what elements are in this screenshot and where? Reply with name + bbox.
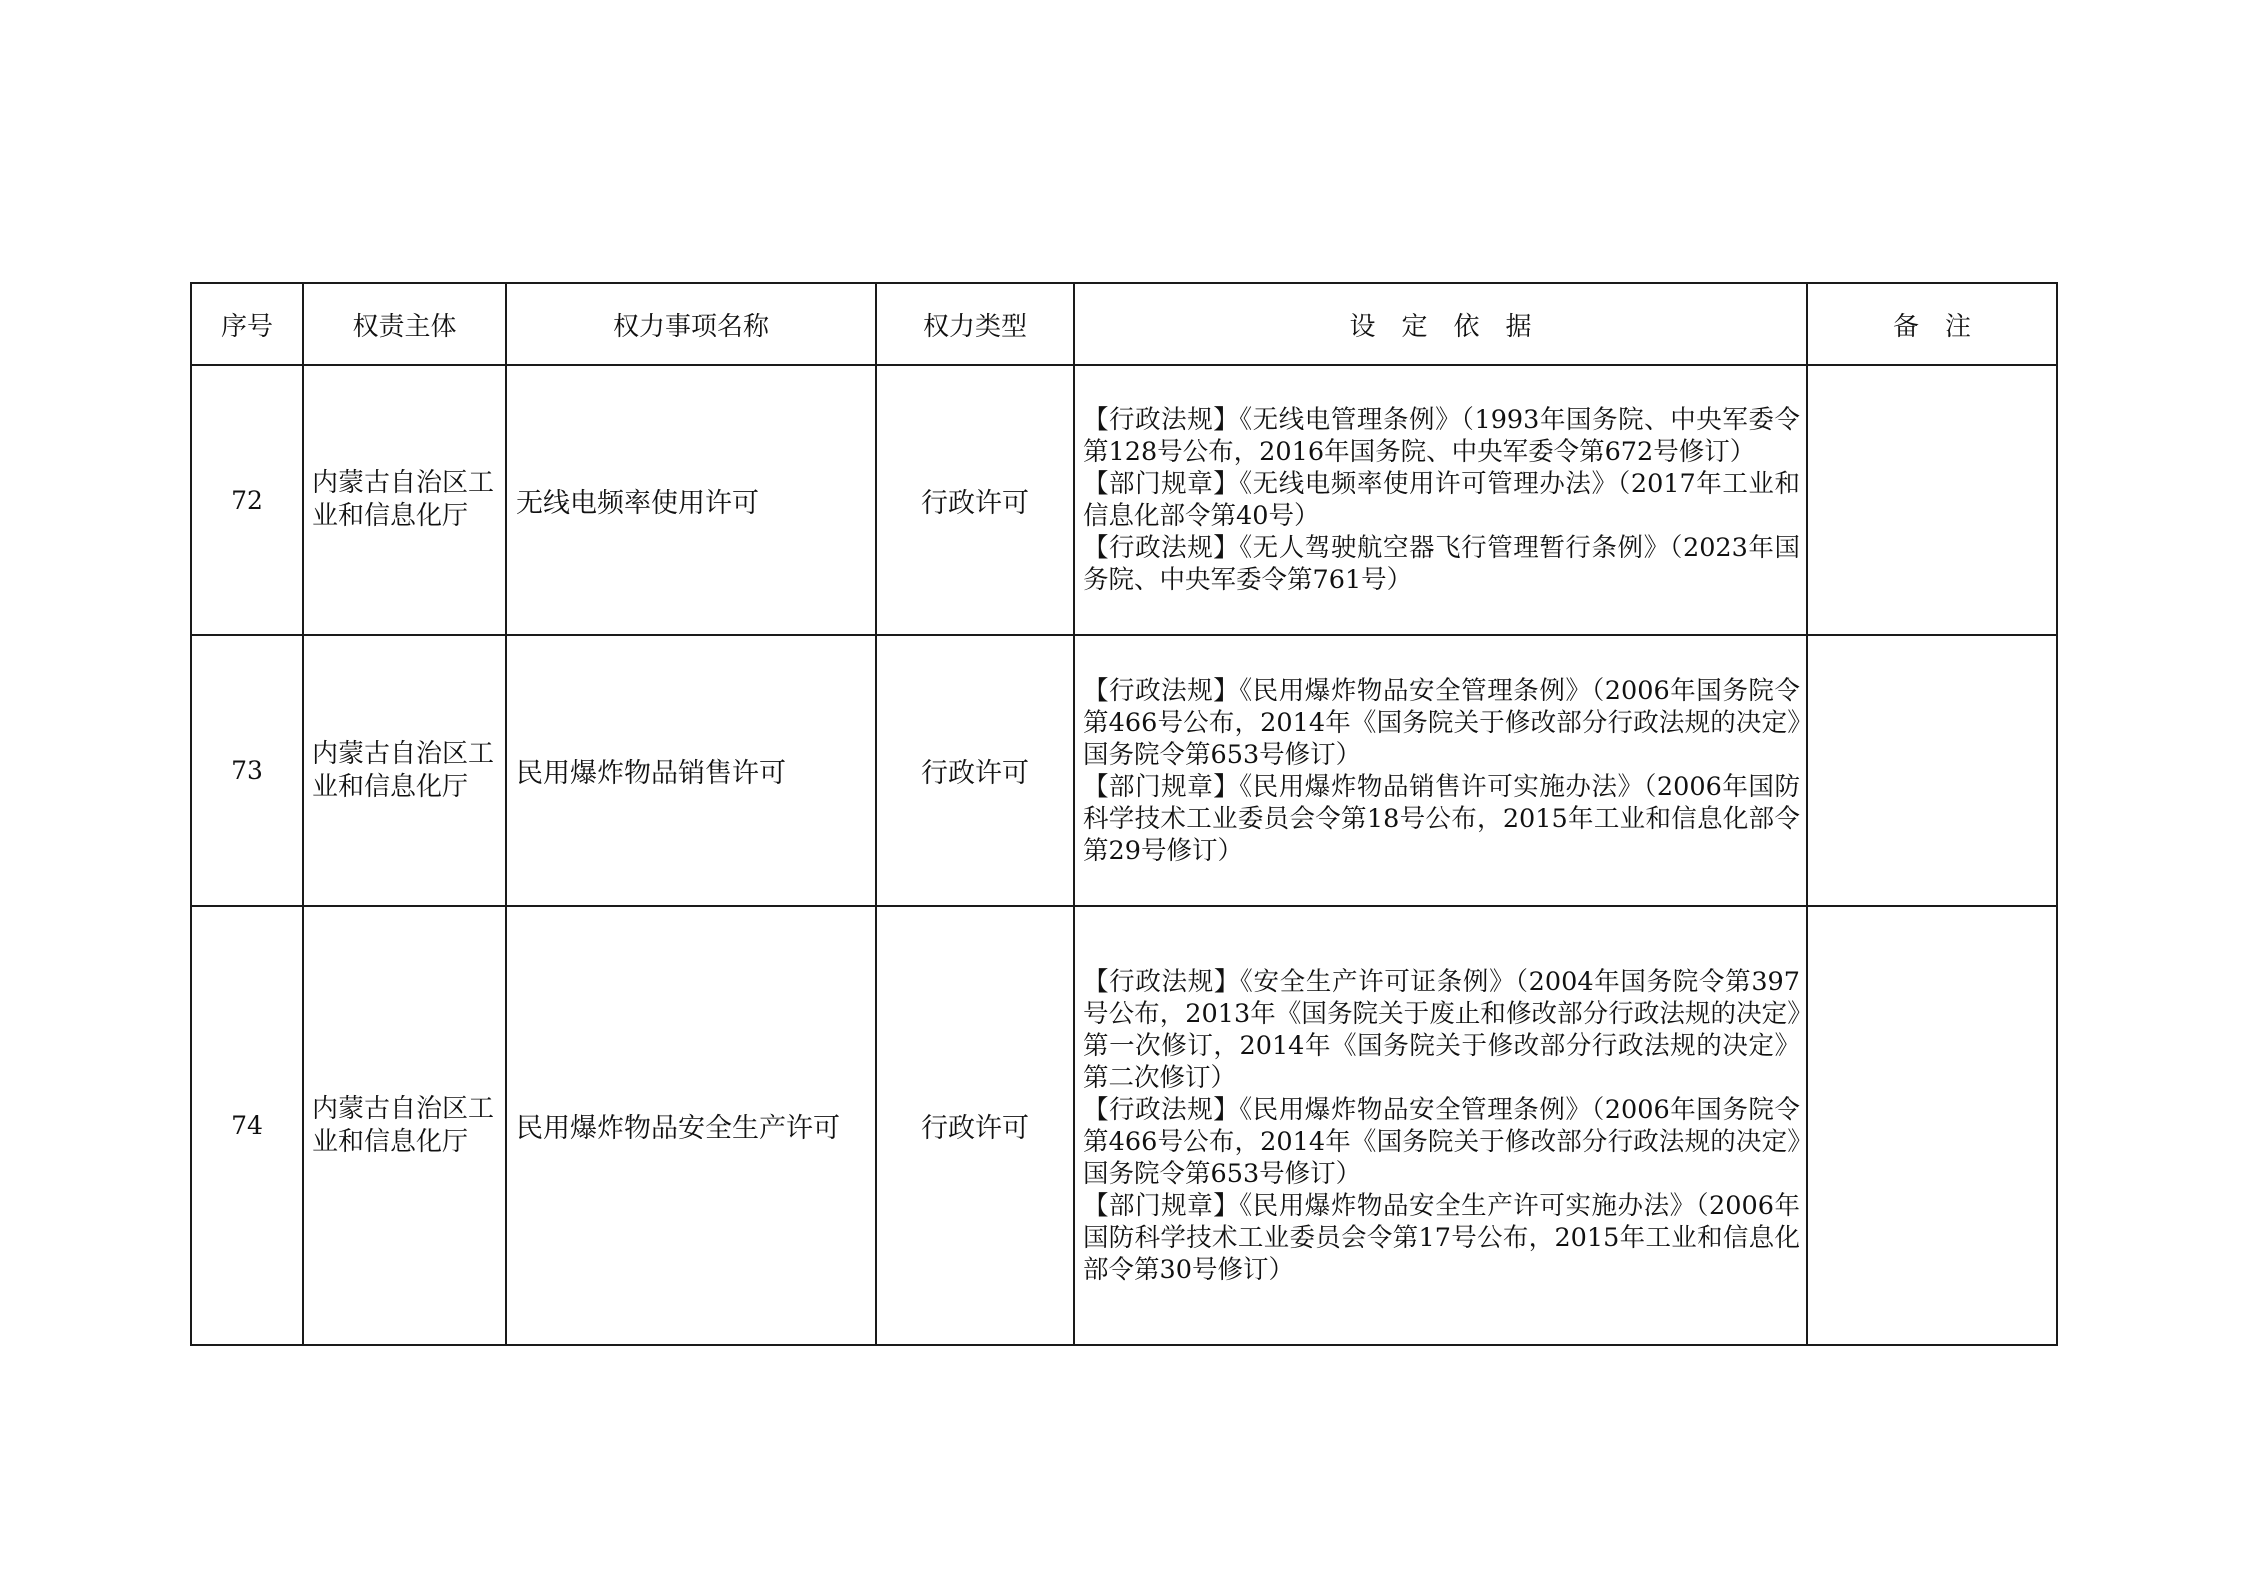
row-note bbox=[1807, 635, 2057, 906]
basis-entry: 【行政法规】《无人驾驶航空器飞行管理暂行条例》（2023年国务院、中央军委令第761号） bbox=[1083, 533, 1800, 595]
row-number: 74 bbox=[191, 906, 303, 1345]
row-item-name: 无线电频率使用许可 bbox=[506, 365, 876, 635]
row-subject: 内蒙古自治区工业和信息化厅 bbox=[303, 906, 506, 1345]
basis-entry: 【部门规章】《无线电频率使用许可管理办法》（2017年工业和信息化部令第40号） bbox=[1083, 469, 1800, 531]
basis-entry: 【行政法规】《安全生产许可证条例》（2004年国务院令第397号公布，2013年《国务院关于废止和修改部分行政法规的决定》第一次修订，2014年《国务院关于修改部分行政法规的决定》第二次修订） bbox=[1083, 966, 1800, 1093]
row-power-type: 行政许可 bbox=[876, 635, 1074, 906]
basis-entry: 【部门规章】《民用爆炸物品销售许可实施办法》（2006年国防科学技术工业委员会令第18号公布，2015年工业和信息化部令第29号修订） bbox=[1083, 771, 1800, 866]
row-basis bbox=[1074, 365, 1807, 635]
power-list-table bbox=[190, 282, 2058, 1346]
header-power-type: 权力类型 bbox=[876, 283, 1074, 365]
row-item-name: 民用爆炸物品安全生产许可 bbox=[506, 906, 876, 1345]
basis-entry: 【行政法规】《无线电管理条例》（1993年国务院、中央军委令第128号公布，2016年国务院、中央军委令第672号修订） bbox=[1083, 405, 1800, 467]
table-row bbox=[191, 365, 2057, 635]
row-subject: 内蒙古自治区工业和信息化厅 bbox=[303, 365, 506, 635]
row-note bbox=[1807, 906, 2057, 1345]
basis-entry: 【部门规章】《民用爆炸物品安全生产许可实施办法》（2006年国防科学技术工业委员会令第17号公布，2015年工业和信息化部令第30号修订） bbox=[1083, 1190, 1800, 1285]
table-row bbox=[191, 635, 2057, 906]
table-header-row bbox=[191, 283, 2057, 365]
row-basis bbox=[1074, 635, 1807, 906]
row-basis bbox=[1074, 906, 1807, 1345]
row-subject: 内蒙古自治区工业和信息化厅 bbox=[303, 635, 506, 906]
header-number: 序号 bbox=[191, 283, 303, 365]
basis-entry: 【行政法规】《民用爆炸物品安全管理条例》（2006年国务院令第466号公布，2014年《国务院关于修改部分行政法规的决定》国务院令第653号修订） bbox=[1083, 675, 1800, 770]
row-power-type: 行政许可 bbox=[876, 365, 1074, 635]
header-note: 备 注 bbox=[1807, 283, 2057, 365]
table-row bbox=[191, 906, 2057, 1345]
row-power-type: 行政许可 bbox=[876, 906, 1074, 1345]
header-basis: 设 定 依 据 bbox=[1074, 283, 1807, 365]
row-item-name: 民用爆炸物品销售许可 bbox=[506, 635, 876, 906]
row-number: 73 bbox=[191, 635, 303, 906]
header-item-name: 权力事项名称 bbox=[506, 283, 876, 365]
header-subject: 权责主体 bbox=[303, 283, 506, 365]
row-note bbox=[1807, 365, 2057, 635]
row-number: 72 bbox=[191, 365, 303, 635]
basis-entry: 【行政法规】《民用爆炸物品安全管理条例》（2006年国务院令第466号公布，2014年《国务院关于修改部分行政法规的决定》国务院令第653号修订） bbox=[1083, 1094, 1800, 1189]
